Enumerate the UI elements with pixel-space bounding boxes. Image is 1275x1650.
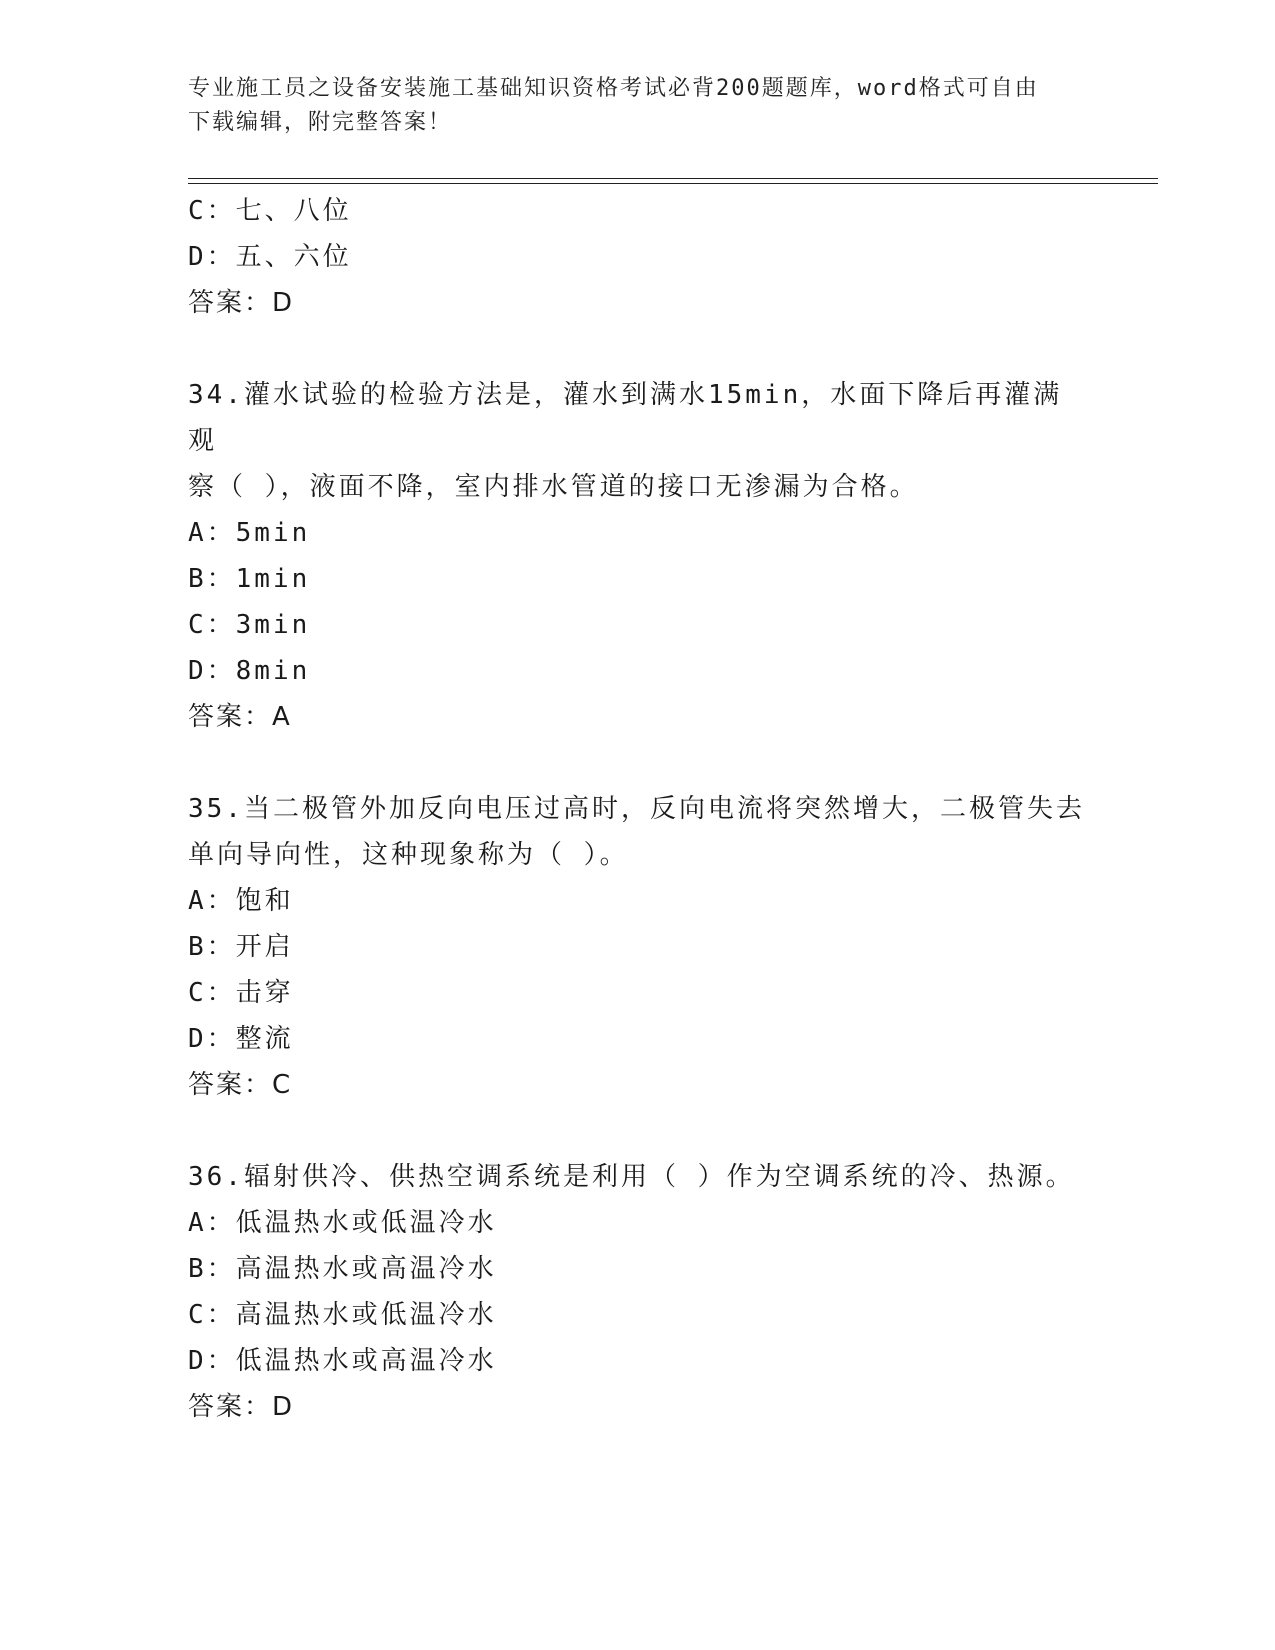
option-c: C：七、八位 <box>188 196 352 226</box>
option-a: A：低温热水或低温冷水 <box>188 1208 497 1238</box>
spacer <box>188 1108 1088 1154</box>
question-list <box>188 188 1088 1430</box>
question-stem-line-1: 34.灌水试验的检验方法是，灌水到满水15min，水面下降后再灌满观 <box>188 380 1063 456</box>
question-36 <box>188 1154 1088 1430</box>
header-rule-bottom <box>188 183 1158 184</box>
header-rule-top <box>188 178 1158 179</box>
option-d: D：整流 <box>188 1024 294 1054</box>
option-b: B：开启 <box>188 932 294 962</box>
option-b: B：1min <box>188 564 311 594</box>
option-a: A：饱和 <box>188 886 294 916</box>
answer-line: 答案：C <box>188 1070 293 1100</box>
question-35 <box>188 786 1088 1108</box>
option-d: D：8min <box>188 656 311 686</box>
question-stem-line-2: 单向导向性，这种现象称为（ ）。 <box>188 840 629 870</box>
answer-line: 答案：D <box>188 1392 295 1422</box>
spacer <box>188 326 1088 372</box>
option-c: C：击穿 <box>188 978 294 1008</box>
question-stem-line-2: 察（ ），液面不降，室内排水管道的接口无渗漏为合格。 <box>188 472 919 502</box>
option-d: D：五、六位 <box>188 242 352 272</box>
header-line-2: 下载编辑，附完整答案！ <box>188 110 453 135</box>
option-b: B：高温热水或高温冷水 <box>188 1254 497 1284</box>
question-stem-line-1: 35.当二极管外加反向电压过高时，反向电流将突然增大，二极管失去 <box>188 794 1085 824</box>
option-c: C：高温热水或低温冷水 <box>188 1300 497 1330</box>
prev-question <box>188 188 1088 326</box>
question-stem-line-1: 36.辐射供冷、供热空调系统是利用（ ）作为空调系统的冷、热源。 <box>188 1162 1075 1192</box>
header-line-1: 专业施工员之设备安装施工基础知识资格考试必背200题题库，word格式可自由 <box>188 76 1039 101</box>
spacer <box>188 740 1088 786</box>
answer-line: 答案：A <box>188 702 292 732</box>
option-a: A：5min <box>188 518 311 548</box>
option-d: D：低温热水或高温冷水 <box>188 1346 497 1376</box>
answer-line: 答案：D <box>188 288 295 318</box>
document-header <box>188 72 1068 140</box>
option-c: C：3min <box>188 610 311 640</box>
question-34 <box>188 372 1088 740</box>
